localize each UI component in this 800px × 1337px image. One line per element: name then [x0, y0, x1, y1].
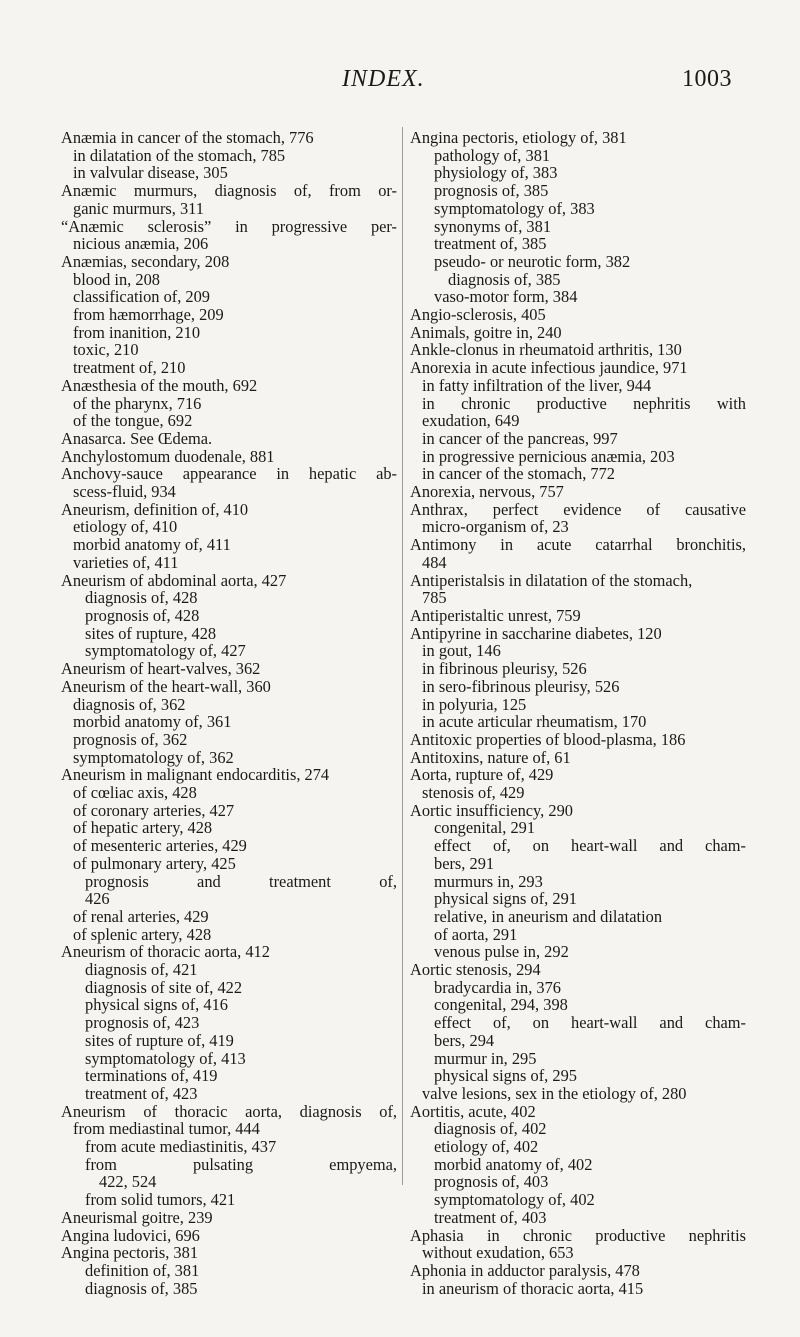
- index-subentry: of renal arteries, 429: [73, 906, 209, 926]
- index-subentry: morbid anatomy of, 402: [434, 1154, 593, 1174]
- index-subentry: prognosis of, 385: [434, 181, 549, 201]
- index-subentry: from mediastinal tumor, 444: [73, 1119, 260, 1139]
- index-entry: Aneurismal goitre, 239: [61, 1207, 213, 1227]
- index-entry: Anorexia, nervous, 757: [410, 482, 564, 502]
- index-subentry: in progressive pernicious anæmia, 203: [422, 446, 675, 466]
- index-subentry: valve lesions, sex in the etiology of, 280: [422, 1083, 687, 1103]
- index-subentry: in dilatation of the stomach, 785: [73, 145, 286, 165]
- index-subentry: sites of rupture, 428: [85, 623, 217, 643]
- index-subentry: definition of, 381: [85, 1261, 200, 1280]
- index-subentry: diagnosis of, 385: [85, 1278, 198, 1298]
- index-subentry: of the tongue, 692: [73, 411, 193, 431]
- index-entry: Aorta, rupture of, 429: [410, 765, 554, 785]
- index-subentry: varieties of, 411: [73, 552, 179, 572]
- index-subentry: treatment of, 385: [434, 234, 547, 254]
- index-subentry: 422, 524: [99, 1172, 157, 1192]
- index-subentry: from acute mediastinitis, 437: [85, 1137, 277, 1157]
- index-subentry: etiology of, 410: [73, 517, 178, 537]
- index-subentry: toxic, 210: [73, 340, 139, 360]
- index-subentry: in cancer of the stomach, 772: [422, 464, 615, 484]
- index-entry: “Anæmic sclerosis” in progressive per-: [61, 216, 397, 236]
- index-subentry: physical signs of, 295: [434, 1066, 577, 1086]
- index-entry: Aneurism of abdominal aorta, 427: [61, 570, 287, 590]
- index-entry: Aphonia in adductor paralysis, 478: [410, 1261, 640, 1280]
- index-entry: Anasarca. See Œdema.: [61, 428, 213, 448]
- index-subentry: in acute articular rheumatism, 170: [422, 712, 647, 732]
- index-subentry: diagnosis of, 421: [85, 960, 198, 980]
- index-subentry: in cancer of the pancreas, 997: [422, 428, 618, 448]
- index-entry: Aphasia in chronic productive nephritis: [410, 1225, 746, 1245]
- index-subentry: stenosis of, 429: [422, 783, 525, 803]
- index-subentry: physiology of, 383: [434, 163, 558, 183]
- index-entry: Anæmic murmurs, diagnosis of, from or-: [61, 181, 397, 201]
- index-subentry: of the pharynx, 716: [73, 393, 202, 413]
- index-subentry: terminations of, 419: [85, 1066, 218, 1086]
- index-subentry: treatment of, 210: [73, 358, 186, 378]
- index-subentry: physical signs of, 416: [85, 995, 228, 1015]
- index-subentry: bers, 294: [434, 1030, 495, 1050]
- index-subentry: symptomatology of, 383: [434, 198, 595, 218]
- index-entry: Ankle-clonus in rheumatoid arthritis, 130: [410, 340, 682, 360]
- index-entry: Antiperistaltic unrest, 759: [410, 605, 581, 625]
- index-entry: Aortic insufficiency, 290: [410, 800, 573, 820]
- index-subentry: in aneurism of thoracic aorta, 415: [422, 1278, 644, 1298]
- index-subentry: from inanition, 210: [73, 322, 201, 342]
- index-subentry: in fatty infiltration of the liver, 944: [422, 375, 652, 395]
- column-divider: [402, 127, 403, 1185]
- index-entry: Anchovy-sauce appearance in hepatic ab-: [61, 464, 397, 484]
- index-subentry: ganic murmurs, 311: [73, 198, 204, 218]
- index-subentry: murmurs in, 293: [434, 871, 543, 891]
- index-subentry: of coronary arteries, 427: [73, 800, 235, 820]
- index-subentry: 426: [85, 889, 110, 909]
- index-subentry: effect of, on heart-wall and cham-: [434, 836, 746, 856]
- index-entry: Anchylostomum duodenale, 881: [61, 446, 275, 466]
- index-subentry: prognosis of, 362: [73, 729, 188, 749]
- index-entry: Antimony in acute catarrhal bronchitis,: [410, 535, 746, 555]
- index-subentry: in gout, 146: [422, 641, 501, 661]
- index-subentry: diagnosis of, 402: [434, 1119, 547, 1139]
- index-entry: Anæsthesia of the mouth, 692: [61, 375, 258, 395]
- index-subentry: of pulmonary artery, 425: [73, 853, 236, 873]
- index-subentry: from pulsating empyema,: [85, 1154, 397, 1174]
- index-subentry: prognosis of, 423: [85, 1013, 200, 1033]
- index-subentry: prognosis of, 403: [434, 1172, 549, 1192]
- index-subentry: of splenic artery, 428: [73, 924, 212, 944]
- index-entry: Anæmias, secondary, 208: [61, 251, 230, 271]
- index-subentry: in valvular disease, 305: [73, 163, 228, 183]
- index-entry: Aneurism of heart-valves, 362: [61, 659, 261, 679]
- index-entry: Anorexia in acute infectious jaundice, 971: [410, 358, 688, 378]
- index-subentry: in sero-fibrinous pleurisy, 526: [422, 676, 620, 696]
- index-subentry: in polyuria, 125: [422, 694, 527, 714]
- index-subentry: diagnosis of, 428: [85, 588, 198, 608]
- index-subentry: symptomatology of, 402: [434, 1190, 595, 1210]
- index-subentry: scess-fluid, 934: [73, 482, 176, 502]
- index-entry: Antitoxins, nature of, 61: [410, 747, 571, 767]
- index-entry: Angio-sclerosis, 405: [410, 305, 546, 325]
- index-entry: Aortic stenosis, 294: [410, 960, 541, 980]
- index-entry: Angina pectoris, etiology of, 381: [410, 128, 627, 147]
- index-subentry: from solid tumors, 421: [85, 1190, 236, 1210]
- index-subentry: pathology of, 381: [434, 145, 551, 165]
- index-subentry: symptomatology of, 362: [73, 747, 234, 767]
- index-subentry: morbid anatomy of, 411: [73, 535, 231, 555]
- index-entry: Aortitis, acute, 402: [410, 1101, 536, 1121]
- index-entry: Antiperistalsis in dilatation of the stomach,: [410, 570, 693, 590]
- index-entry: Antitoxic properties of blood-plasma, 186: [410, 729, 686, 749]
- index-subentry: relative, in aneurism and dilatation: [434, 906, 663, 926]
- index-subentry: bers, 291: [434, 853, 495, 873]
- index-entry: Angina pectoris, 381: [61, 1243, 199, 1263]
- index-column-left: [61, 129, 397, 1297]
- index-entry: Aneurism of the heart-wall, 360: [61, 676, 271, 696]
- index-entry: Anthrax, perfect evidence of causative: [410, 499, 746, 519]
- page-header: [0, 66, 800, 106]
- index-entry: Aneurism of thoracic aorta, 412: [61, 942, 270, 962]
- index-subentry: treatment of, 403: [434, 1207, 547, 1227]
- index-subentry: of aorta, 291: [434, 924, 518, 944]
- index-subentry: without exudation, 653: [422, 1243, 574, 1263]
- index-entry: Animals, goitre in, 240: [410, 322, 562, 342]
- index-subentry: diagnosis of, 385: [448, 269, 561, 289]
- index-subentry: synonyms of, 381: [434, 216, 552, 236]
- index-subentry: classification of, 209: [73, 287, 211, 307]
- index-subentry: pseudo- or neurotic form, 382: [434, 251, 631, 271]
- index-subentry: of mesenteric arteries, 429: [73, 836, 247, 856]
- index-subentry: morbid anatomy of, 361: [73, 712, 232, 732]
- index-subentry: 785: [422, 588, 447, 608]
- index-subentry: venous pulse in, 292: [434, 942, 569, 962]
- index-subentry: murmur in, 295: [434, 1048, 537, 1068]
- index-subentry: nicious anæmia, 206: [73, 234, 209, 254]
- index-entry: Anæmia in cancer of the stomach, 776: [61, 128, 314, 147]
- index-entry: Antipyrine in saccharine diabetes, 120: [410, 623, 662, 643]
- index-subentry: etiology of, 402: [434, 1137, 539, 1157]
- index-subentry: diagnosis of, 362: [73, 694, 186, 714]
- index-subentry: 484: [422, 552, 447, 572]
- index-subentry: prognosis of, 428: [85, 605, 200, 625]
- index-column-right: [410, 129, 746, 1297]
- page-number: 1003: [682, 66, 732, 92]
- index-subentry: symptomatology of, 413: [85, 1048, 246, 1068]
- index-subentry: diagnosis of site of, 422: [85, 977, 243, 997]
- index-entry: Aneurism of thoracic aorta, diagnosis of,: [61, 1101, 397, 1121]
- running-title: INDEX.: [342, 66, 425, 92]
- index-subentry: effect of, on heart-wall and cham-: [434, 1013, 746, 1033]
- index-entry: Aneurism in malignant endocarditis, 274: [61, 765, 330, 785]
- index-subentry: in fibrinous pleurisy, 526: [422, 659, 587, 679]
- index-subentry: congenital, 294, 398: [434, 995, 568, 1015]
- index-subentry: in chronic productive nephritis with: [422, 393, 746, 413]
- index-subentry: vaso-motor form, 384: [434, 287, 578, 307]
- index-subentry: blood in, 208: [73, 269, 160, 289]
- index-subentry: symptomatology of, 427: [85, 641, 246, 661]
- index-subentry: from hæmorrhage, 209: [73, 305, 224, 325]
- index-subentry: congenital, 291: [434, 818, 536, 838]
- index-subentry: exudation, 649: [422, 411, 520, 431]
- index-entry: Angina ludovici, 696: [61, 1225, 200, 1245]
- index-subentry: prognosis and treatment of,: [85, 871, 397, 891]
- index-subentry: of hepatic artery, 428: [73, 818, 213, 838]
- index-subentry: micro-organism of, 23: [422, 517, 569, 537]
- index-subentry: bradycardia in, 376: [434, 977, 561, 997]
- index-subentry: sites of rupture of, 419: [85, 1030, 234, 1050]
- index-subentry: of cœliac axis, 428: [73, 783, 197, 803]
- index-subentry: physical signs of, 291: [434, 889, 577, 909]
- index-entry: Aneurism, definition of, 410: [61, 499, 249, 519]
- index-subentry: treatment of, 423: [85, 1083, 198, 1103]
